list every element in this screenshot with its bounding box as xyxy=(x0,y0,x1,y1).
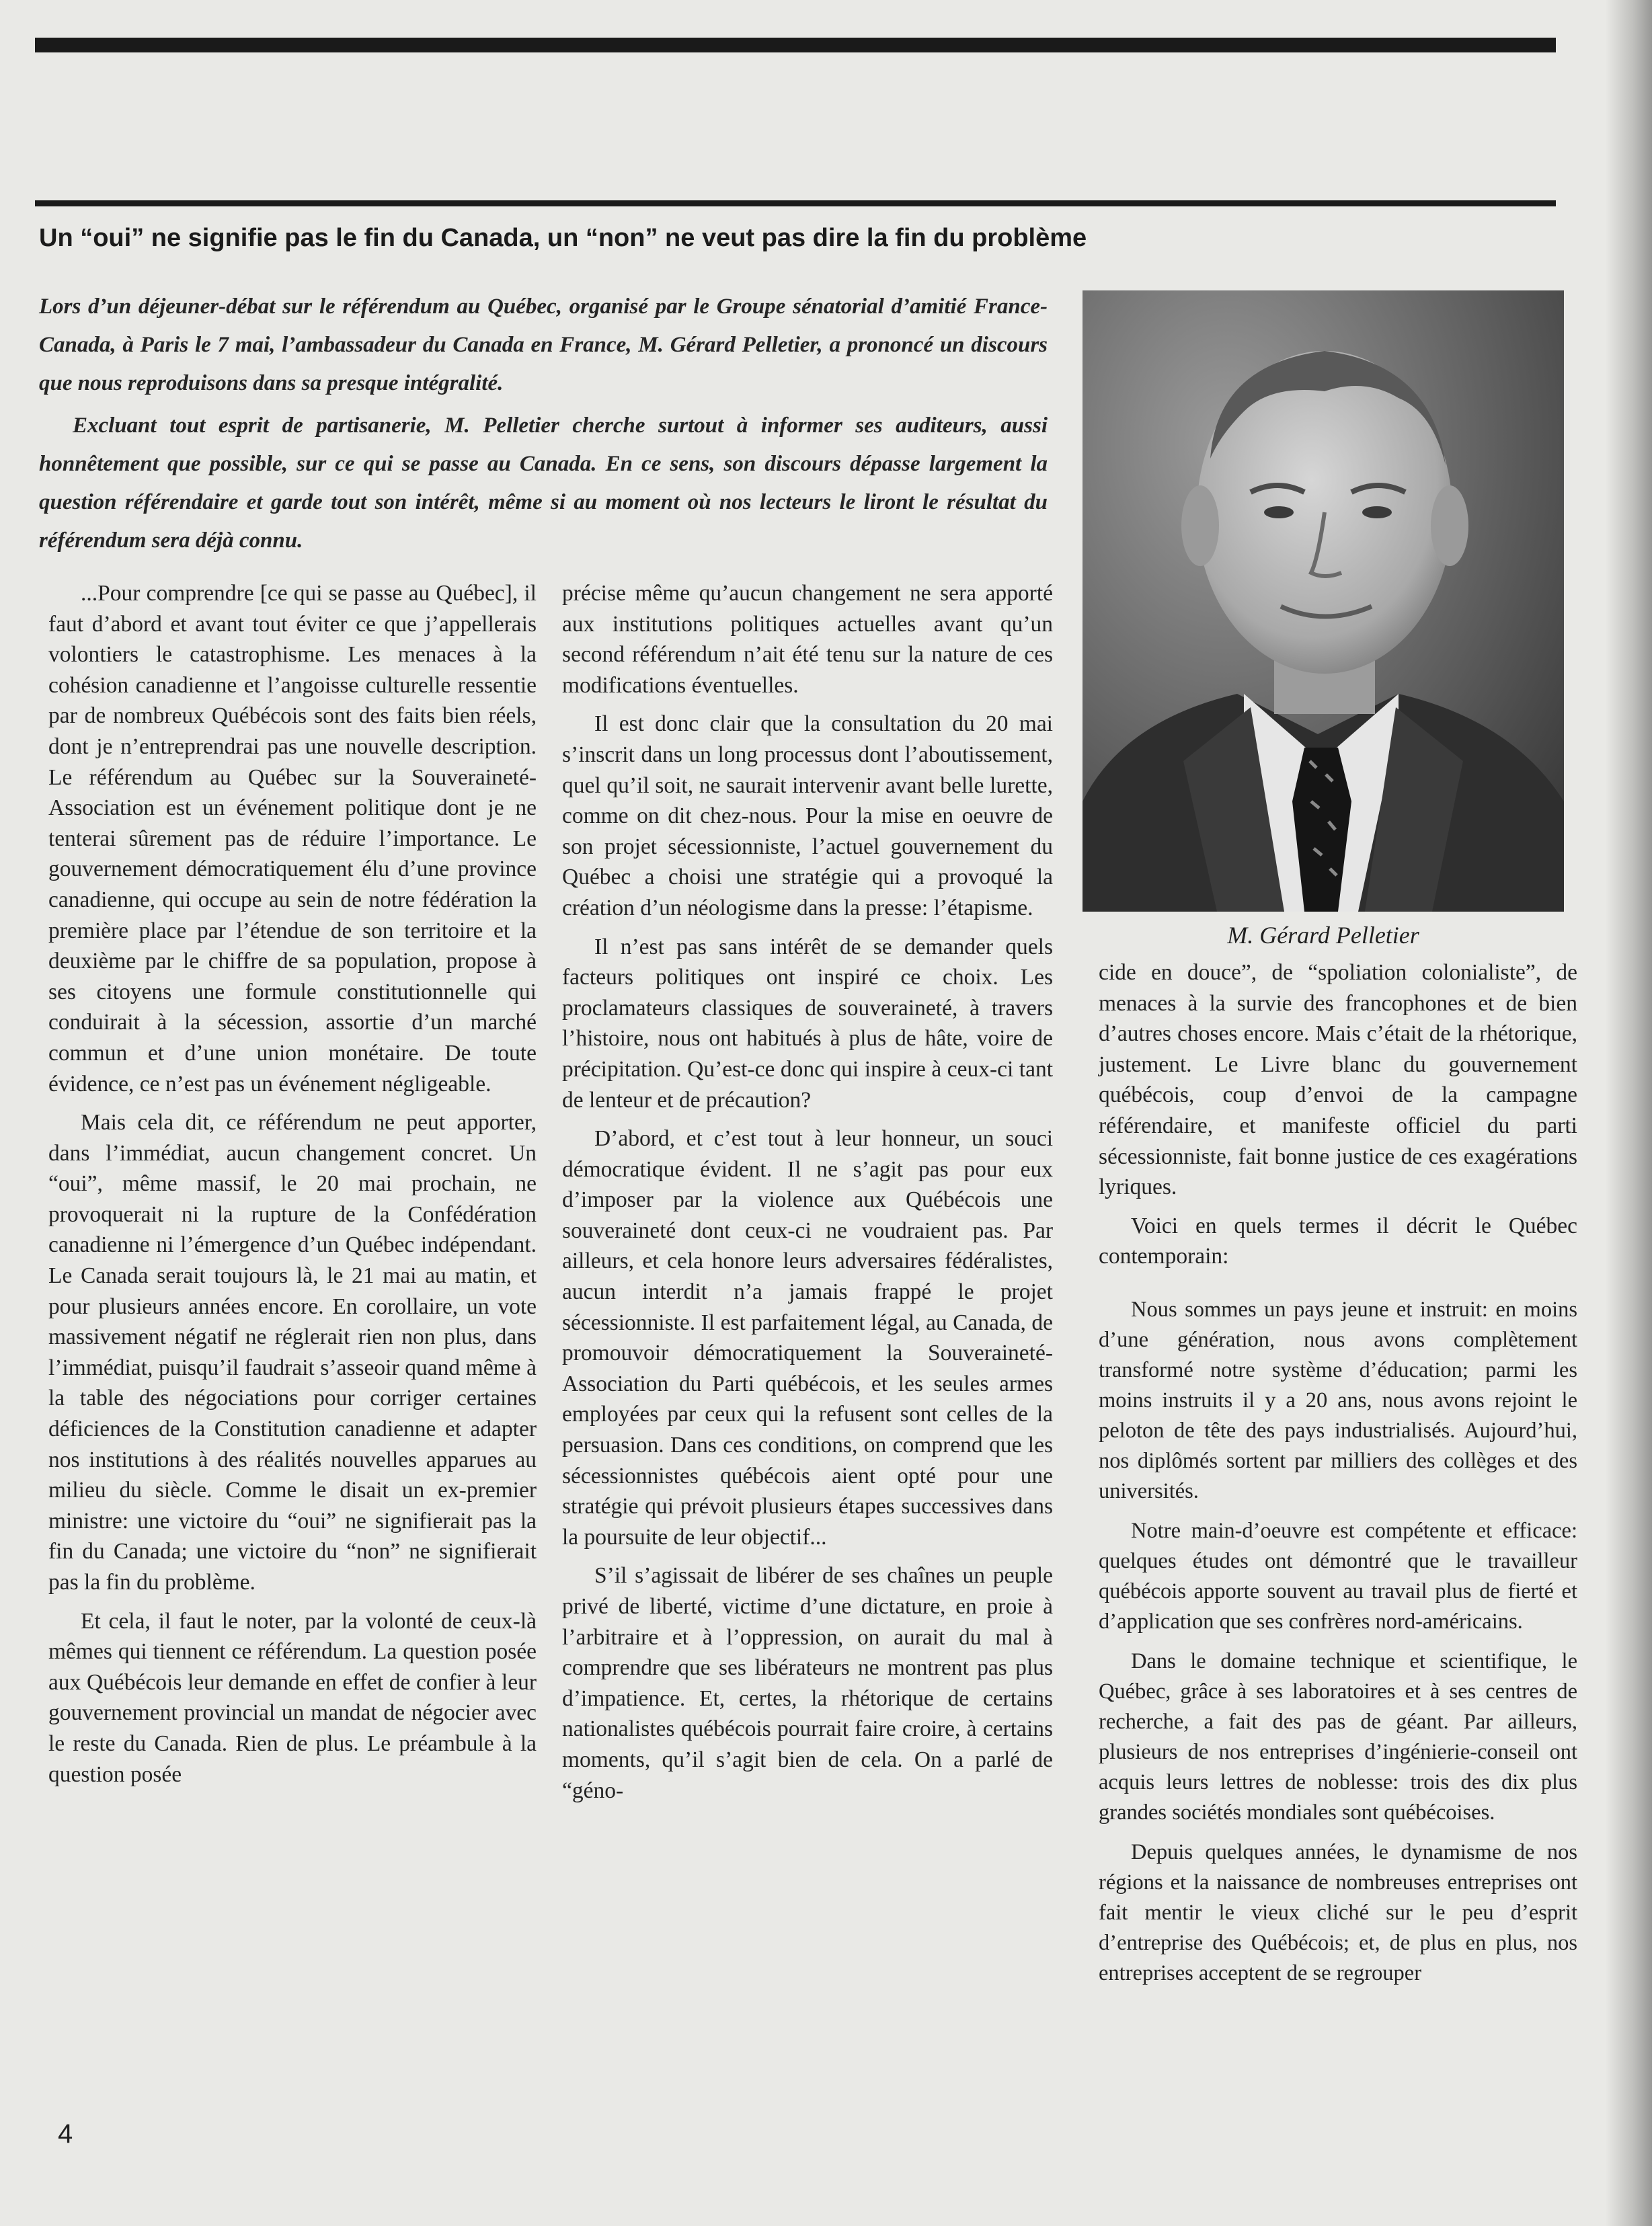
paragraph: cide en douce”, de “spoliation colonialiste”, de menaces à la survie des francophones et de bien d’autres choses encore. Mais c’était de la rhétorique, justement. Le Livre blanc du gouvernement québécois, coup d’envoi de la campagne référendaire, et manifeste officiel du parti sécessionniste, fait bonne justice de ces exagérations lyriques. xyxy=(1099,960,1577,1200)
text-column-2 xyxy=(562,578,1053,1806)
paragraph: D’abord, et c’est tout à leur honneur, un souci démocratique évident. Il ne s’agit pas pour eux d’imposer par la violence aux Québécois une souveraineté dont ceux-ci ne voudraient pas. Par ailleurs, et cela honore leurs adversaires fédéralistes, aucun interdit n’a jamais frappé le projet sécessionniste. Il est parfaitement légal, au Canada, de promouvoir démocratiquement la Souveraineté-Association du Parti québécois, et les seules armes employées par ceux qui la refusent sont celles de la persuasion. Dans ces conditions, on comprend que les sécessionnistes québécois aient opté pour une stratégie qui prévoit plusieurs étapes successives dans la poursuite de leur objectif... xyxy=(562,1126,1053,1550)
quote-paragraph: Nous sommes un pays jeune et instruit: en moins d’une génération, nous avons complètement transformé notre système d’éducation; parmi les moins instruits il y a 20 ans, nous avons rejoint le peloton de tête des pays industrialisés. Aujourd’hui, nos diplômés sortent par milliers des collèges et des universités. xyxy=(1099,1297,1577,1503)
page-fold-shadow xyxy=(1605,0,1652,2226)
headline-rule xyxy=(35,200,1556,206)
quote-paragraph: Notre main-d’oeuvre est compétente et efficace: quelques études ont démontré que le travailleur québécois apporte souvent au travail plus de fierté et d’application que ses confrères nord-américains. xyxy=(1099,1518,1577,1634)
portrait-photo xyxy=(1083,290,1564,912)
article-intro xyxy=(39,288,1048,560)
text-column-3 xyxy=(1099,957,1577,1989)
portrait-illustration xyxy=(1083,290,1564,912)
paragraph: précise même qu’aucun changement ne sera apporté aux institutions politiques actuelles avant qu’un second référendum n’ait été tenu sur la nature de ces modifications éventuelles. xyxy=(562,581,1053,698)
intro-paragraph: Excluant tout esprit de partisanerie, M. Pelletier cherche surtout à informer ses auditeurs, aussi honnêtement que possible, sur ce qui se passe au Canada. En ce sens, son discours dépasse largement la question référendaire et garde tout son intérêt, même si au moment où nos lecteurs le liront le résultat du référendum sera déjà connu. xyxy=(39,413,1048,553)
photo-caption: M. Gérard Pelletier xyxy=(1227,922,1419,949)
paragraph: Voici en quels termes il décrit le Québec contemporain: xyxy=(1099,1213,1577,1269)
quote-paragraph: Depuis quelques années, le dynamisme de nos régions et la naissance de nombreuses entreprises ont fait mentir le vieux cliché sur le peu d’esprit d’entreprise des Québécois; et, de plus en plus, nos entreprises acceptent de se regrouper xyxy=(1099,1839,1577,1985)
paragraph: Mais cela dit, ce référendum ne peut apporter, dans l’immédiat, aucun changement concret. Un “oui”, même massif, le 20 mai prochain, ne provoquerait ni la rupture de la Confédération canadienne ni l’émergence d’un Québec indépendant. Le Canada serait toujours là, le 21 mai au matin, et pour plusieurs années encore. En corollaire, un vote massivement négatif ne réglerait rien non plus, dans l’immédiat, puisqu’il faudrait s’asseoir quand même à la table des négociations pour corriger certaines déficiences de la Constitution canadienne et adapter nos institutions à des réalités nouvelles apparues au milieu du siècle. Comme le disait un ex-premier ministre: une victoire du “oui” ne signifierait pas la fin du Canada; une victoire du “non” ne signifierait pas la fin du problème. xyxy=(48,1110,537,1595)
text-column-1 xyxy=(48,578,537,1790)
paragraph: ...Pour comprendre [ce qui se passe au Québec], il faut d’abord et avant tout éviter ce que j’appellerais volontiers le catastrophisme. Les menaces à la cohésion canadienne et l’angoisse culturelle ressentie par de nombreux Québécois sont des faits bien réels, dont je n’entreprendrai pas une nouvelle description. Le référendum au Québec sur la Souveraineté-Association est un événement politique dont je ne tenterai sûrement pas de réduire l’importance. Le gouvernement démocratiquement élu d’une province canadienne, qui occupe au sein de notre fédération la première place par l’étendue de son territoire et la deuxième par le chiffre de sa population, propose à ses citoyens une formule constitutionnelle qui conduirait à la sécession, assortie d’un marché commun et d’une union monétaire. De toute évidence, ce n’est pas un événement négligeable. xyxy=(48,581,537,1097)
paragraph: S’il s’agissait de libérer de ses chaînes un peuple privé de liberté, victime d’une dictature, en proie à l’arbitraire et à l’oppression, on aurait du mal à comprendre que ses libérateurs ne montrent pas plus d’impatience. Et, certes, la rhétorique de certains nationalistes québécois pourrait faire croire, à certains moments, qu’il s’agit bien de cela. On a parlé de “géno- xyxy=(562,1563,1053,1803)
paragraph: Il n’est pas sans intérêt de se demander quels facteurs politiques ont inspiré ce choix. Les proclamateurs classiques de souveraineté, à travers l’histoire, nous ont habitués à plus de hâte, voire de précipitation. Qu’est-ce donc qui inspire à ceux-ci tant de lenteur et de précaution? xyxy=(562,934,1053,1113)
paragraph: Et cela, il faut le noter, par la volonté de ceux-là mêmes qui tiennent ce référendum. La question posée aux Québécois leur demande en effet de confier à leur gouvernement provincial un mandat de négocier avec le reste du Canada. Rien de plus. Le préambule à la question posée xyxy=(48,1608,537,1787)
page-number: 4 xyxy=(58,2119,73,2149)
article-headline: Un “oui” ne signifie pas le fin du Canada, un “non” ne veut pas dire la fin du problème xyxy=(39,224,1087,252)
quote-paragraph: Dans le domaine technique et scientifique, le Québec, grâce à ses laboratoires et à ses centres de recherche, a fait des pas de géant. Par ailleurs, plusieurs de nos entreprises d’ingénierie-conseil ont acquis leurs lettres de noblesse: trois des dix plus grandes sociétés mondiales sont québécoises. xyxy=(1099,1648,1577,1825)
paragraph: Il est donc clair que la consultation du 20 mai s’inscrit dans un long processus dont l’aboutissement, quel qu’il soit, ne saurait intervenir avant belle lurette, comme on dit chez-nous. Pour la mise en oeuvre de son projet sécessionniste, l’actuel gouvernement du Québec a choisi une stratégie qui a provoqué la création d’un néologisme dans la presse: l’étapisme. xyxy=(562,711,1053,920)
quoted-passage xyxy=(1099,1295,1577,1989)
intro-paragraph: Lors d’un déjeuner-débat sur le référendum au Québec, organisé par le Groupe sénatorial d’amitié France-Canada, à Paris le 7 mai, l’ambassadeur du Canada en France, M. Gérard Pelletier, a prononcé un discours que nous reproduisons dans sa presque intégralité. xyxy=(39,294,1048,395)
top-rule xyxy=(35,38,1556,52)
